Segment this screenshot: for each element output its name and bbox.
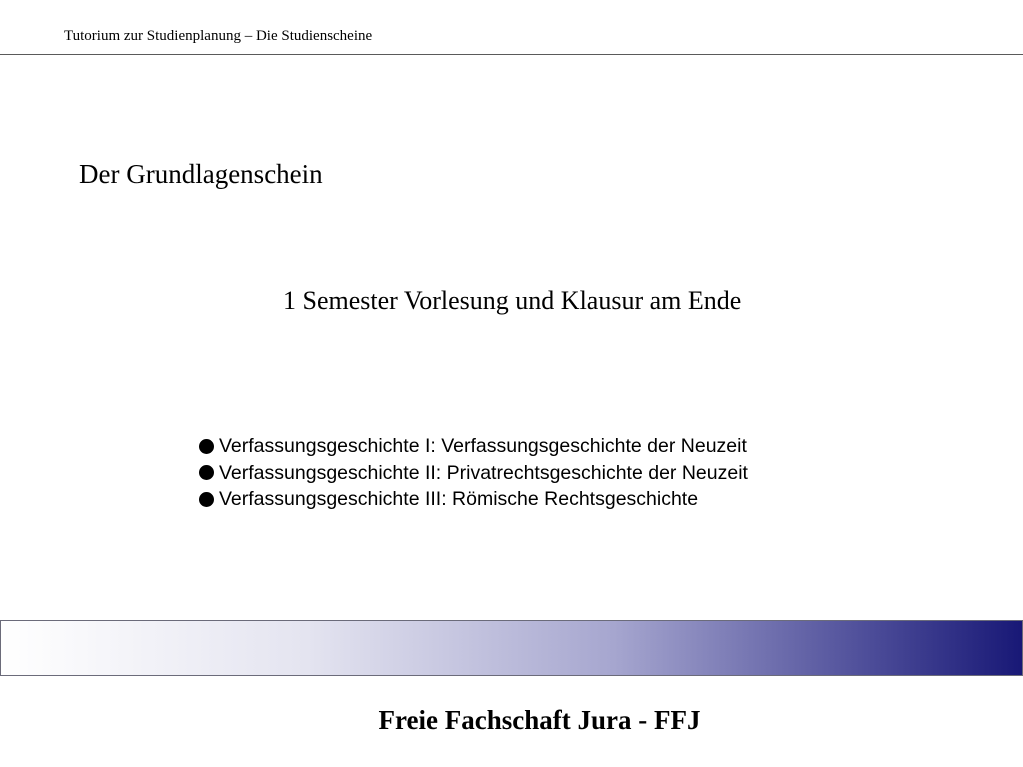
slide-subtitle: 1 Semester Vorlesung und Klausur am Ende — [283, 286, 742, 315]
bullet-item — [199, 460, 748, 487]
bullet-item — [199, 433, 748, 460]
header-title: Tutorium zur Studienplanung – Die Studienscheine — [64, 28, 373, 44]
bullet-item — [199, 486, 748, 513]
header-divider — [0, 54, 1023, 55]
footer-gradient-band — [0, 620, 1023, 676]
footer-text: Freie Fachschaft Jura - FFJ — [378, 705, 701, 735]
bullet-icon — [199, 439, 214, 454]
bullet-icon — [199, 492, 214, 507]
bullet-text: Verfassungsgeschichte III: Römische Rechtsgeschichte — [219, 488, 699, 510]
bullet-list — [199, 433, 748, 513]
bullet-text: Verfassungsgeschichte I: Verfassungsgeschichte der Neuzeit — [219, 435, 747, 457]
slide-title: Der Grundlagenschein — [79, 159, 323, 189]
bullet-icon — [199, 465, 214, 480]
bullet-text: Verfassungsgeschichte II: Privatrechtsgeschichte der Neuzeit — [219, 461, 748, 484]
